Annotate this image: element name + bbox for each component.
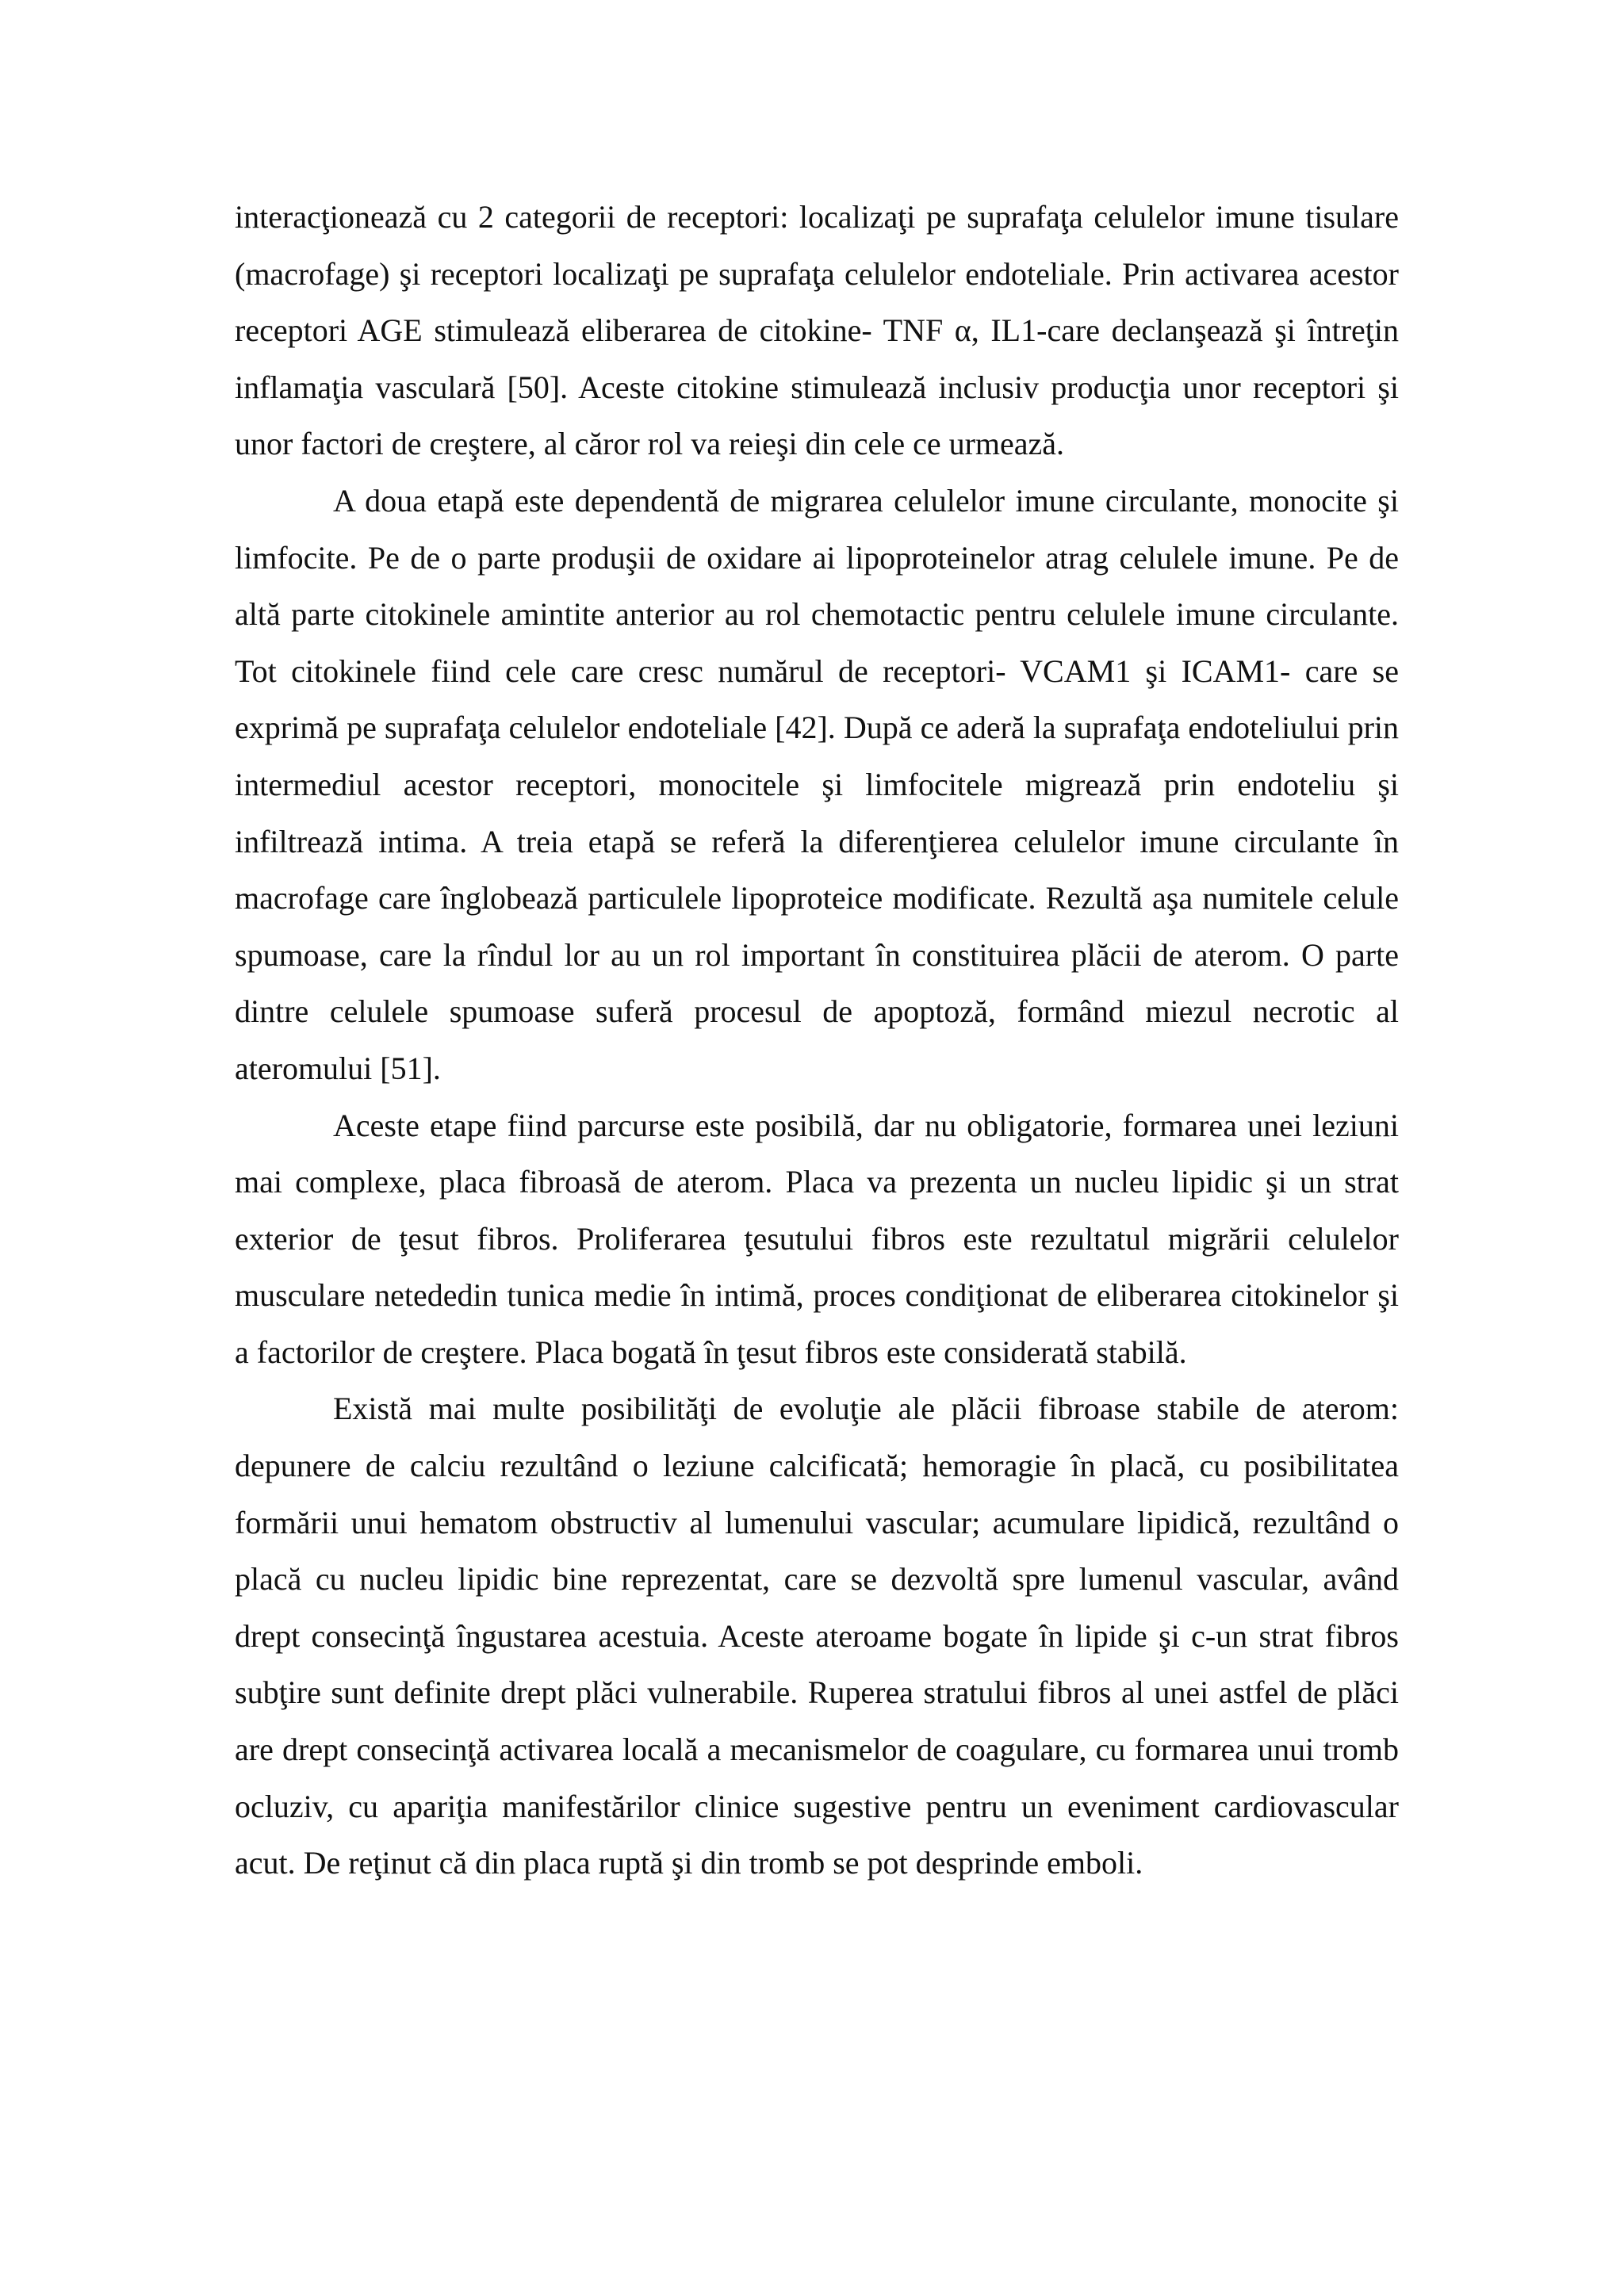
paragraph-3: Aceste etape fiind parcurse este posibilă, dar nu obligatorie, formarea unei leziuni mai complexe, placa fibroasă de aterom. Placa va prezenta un nucleu lipidic şi un strat exterior de ţesut fibros. Proliferarea ţesutului fibros este rezultatul migrării celulelor musculare netededin tunica medie în intimă, proces condiţionat de eliberarea citokinelor şi a factorilor de creştere. Placa bogată în ţesut fibros este considerată stabilă. <box>235 1107 1399 1370</box>
paragraph-4: Există mai multe posibilităţi de evoluţie ale plăcii fibroase stabile de aterom: depunere de calciu rezultând o leziune calcificată; hemoragie în placă, cu posibilitatea formării unui hematom obstructiv al lumenului vascular; acumulare lipidică, rezultând o placă cu nucleu lipidic bine reprezentat, care se dezvoltă spre lumenul vascular, având drept consecinţă îngustarea acestuia. Aceste ateroame bogate în lipide şi c-un strat fibros subţire sunt definite drept plăci vulnerabile. Ruperea stratului fibros al unei astfel de plăci are drept consecinţă activarea locală a mecanismelor de coagulare, cu formarea unui tromb ocluziv, cu apariţia manifestărilor clinice sugestive pentru un eveniment cardiovascular acut. De reţinut că din placa ruptă şi din tromb se pot desprinde emboli. <box>235 1391 1399 1881</box>
paragraph-1: interacţionează cu 2 categorii de receptori: localizaţi pe suprafaţa celulelor imune tisulare (macrofage) şi receptori localizaţi pe suprafaţa celulelor endoteliale. Prin activarea acestor receptori AGE stimulează eliberarea de citokine- TNF α, IL1-care declanşează şi întreţin inflamaţia vasculară [50]. Aceste citokine stimulează inclusiv producţia unor receptori şi unor factori de creştere, al căror rol va reieşi din cele ce urmează. <box>235 199 1399 462</box>
paragraph-2: A doua etapă este dependentă de migrarea celulelor imune circulante, monocite şi limfocite. Pe de o parte produşii de oxidare ai lipoproteinelor atrag celulele imune. Pe de altă parte citokinele amintite anterior au rol chemotactic pentru celulele imune circulante. Tot citokinele fiind cele care cresc numărul de receptori- VCAM1 şi ICAM1- care se exprimă pe suprafaţa celulelor endoteliale [42]. După ce aderă la suprafaţa endoteliului prin intermediul acestor receptori, monocitele şi limfocitele migrează prin endoteliu şi infiltrează intima. A treia etapă se referă la diferenţierea celulelor imune circulante în macrofage care înglobează particulele lipoproteice modificate. Rezultă aşa numitele celule spumoase, care la rîndul lor au un rol important în constituirea plăcii de aterom. O parte dintre celulele spumoase suferă procesul de apoptoză, formând miezul necrotic al ateromului [51]. <box>235 482 1399 1086</box>
document-body <box>235 189 1399 1892</box>
